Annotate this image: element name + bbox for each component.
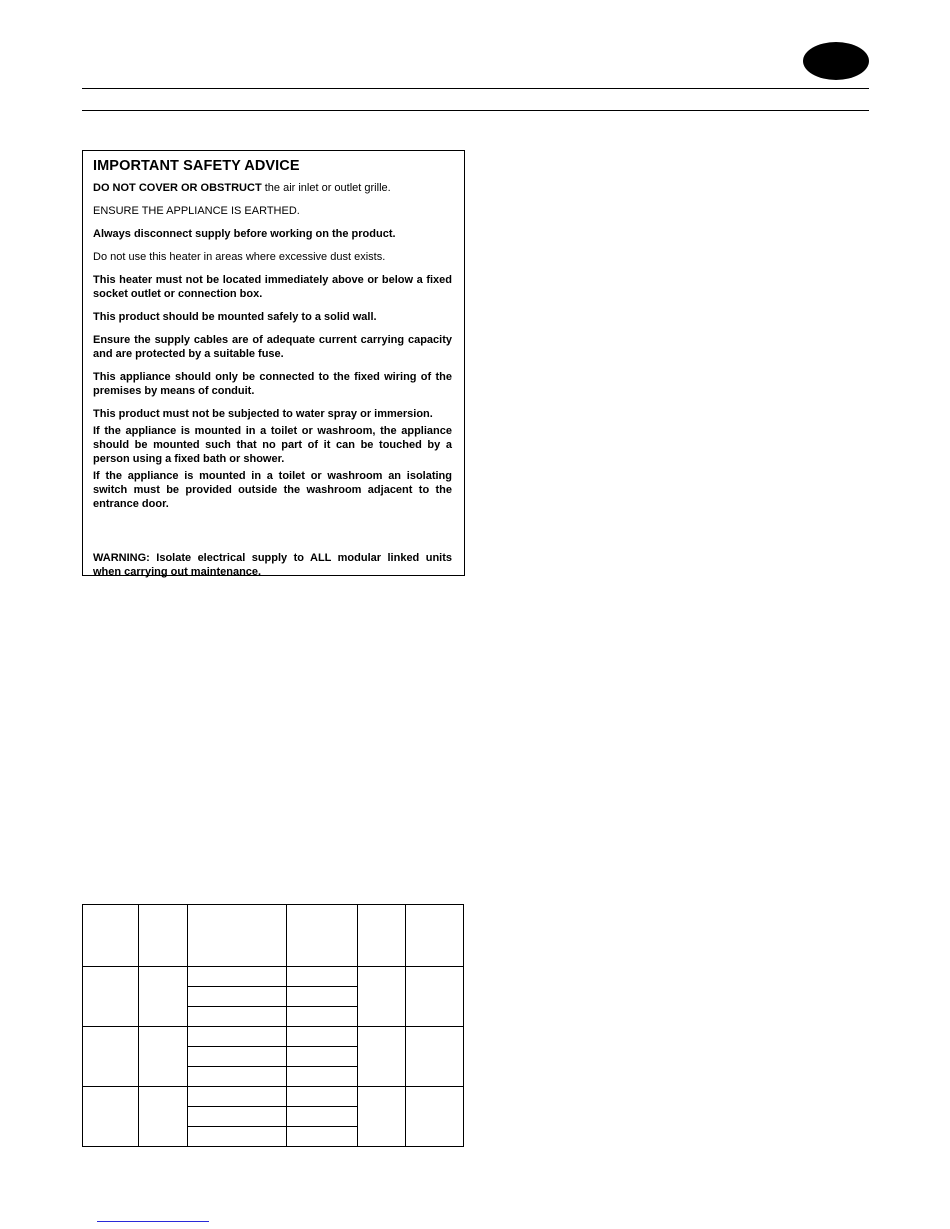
advice-item [93, 469, 452, 511]
table-cell [287, 1107, 358, 1127]
table-cell [406, 1027, 464, 1087]
table-cell [287, 1027, 358, 1047]
table-cell [188, 1087, 287, 1107]
footer-link-underline[interactable] [97, 1221, 209, 1222]
table-cell [139, 1087, 188, 1147]
safety-advice-box [82, 150, 465, 576]
advice-item-bold: If the appliance is mounted in a toilet or washroom an isolating switch must be provided outside the washroom adjacent to the entrance door. [93, 470, 452, 510]
table-header-cell [139, 905, 188, 967]
table-cell [358, 1087, 406, 1147]
table-cell [188, 1067, 287, 1087]
advice-item [93, 273, 452, 301]
advice-item [93, 333, 452, 361]
advice-item [93, 424, 452, 466]
table-cell [358, 1027, 406, 1087]
table-row [83, 1087, 464, 1107]
table-cell [188, 1007, 287, 1027]
advice-item-normal: ENSURE THE APPLIANCE IS EARTHED. [93, 205, 300, 217]
advice-item-bold: This product should be mounted safely to a solid wall. [93, 311, 377, 323]
advice-item [93, 370, 452, 398]
table-cell [83, 1087, 139, 1147]
header-rule-bottom [82, 110, 869, 111]
section-badge [803, 42, 869, 80]
table-cell [406, 1087, 464, 1147]
advice-item-bold: DO NOT COVER OR OBSTRUCT [93, 182, 262, 194]
advice-item [93, 204, 452, 218]
table-header-cell [358, 905, 406, 967]
table-cell [287, 1087, 358, 1107]
table-cell [287, 1127, 358, 1147]
table-header-row [83, 905, 464, 967]
table-cell [287, 1047, 358, 1067]
advice-item [93, 181, 452, 195]
safety-title: IMPORTANT SAFETY ADVICE [93, 158, 300, 174]
table-header-cell [406, 905, 464, 967]
advice-item-bold: This heater must not be located immediately above or below a fixed socket outlet or connection box. [93, 274, 452, 300]
advice-item-bold: Ensure the supply cables are of adequate current carrying capacity and are protected by a suitable fuse. [93, 334, 452, 360]
advice-item [93, 227, 452, 241]
table-cell [287, 1067, 358, 1087]
advice-item-bold: This appliance should only be connected to the fixed wiring of the premises by means of conduit. [93, 371, 452, 397]
advice-item [93, 310, 452, 324]
advice-item-bold: If the appliance is mounted in a toilet or washroom, the appliance should be mounted such that no part of it can be touched by a person using a fixed bath or shower. [93, 425, 452, 465]
table-cell [287, 967, 358, 987]
table-cell [83, 967, 139, 1027]
table-row [83, 967, 464, 987]
table-header-cell [83, 905, 139, 967]
table-cell [188, 967, 287, 987]
table-cell [83, 1027, 139, 1087]
table-cell [358, 967, 406, 1027]
advice-item-normal: the air inlet or outlet grille. [261, 182, 391, 194]
advice-item [93, 250, 452, 264]
table-cell [139, 1027, 188, 1087]
table-cell [188, 1127, 287, 1147]
table-cell [406, 967, 464, 1027]
advice-item-bold: Always disconnect supply before working on the product. [93, 228, 396, 240]
table-cell [287, 987, 358, 1007]
table-cell [188, 1027, 287, 1047]
table-cell [139, 967, 188, 1027]
header-rule-top [82, 88, 869, 89]
table-header-cell [188, 905, 287, 967]
table-row [83, 1027, 464, 1047]
advice-item [93, 407, 452, 421]
advice-item-bold: This product must not be subjected to water spray or immersion. [93, 408, 433, 420]
table-cell [188, 987, 287, 1007]
advice-item-normal: Do not use this heater in areas where excessive dust exists. [93, 251, 386, 263]
table-cell [188, 1047, 287, 1067]
table-cell [287, 1007, 358, 1027]
table-cell [188, 1107, 287, 1127]
table-header-cell [287, 905, 358, 967]
spec-table [82, 904, 464, 1147]
maintenance-warning: WARNING: Isolate electrical supply to ALL modular linked units when carrying out maintenance. [93, 552, 452, 578]
